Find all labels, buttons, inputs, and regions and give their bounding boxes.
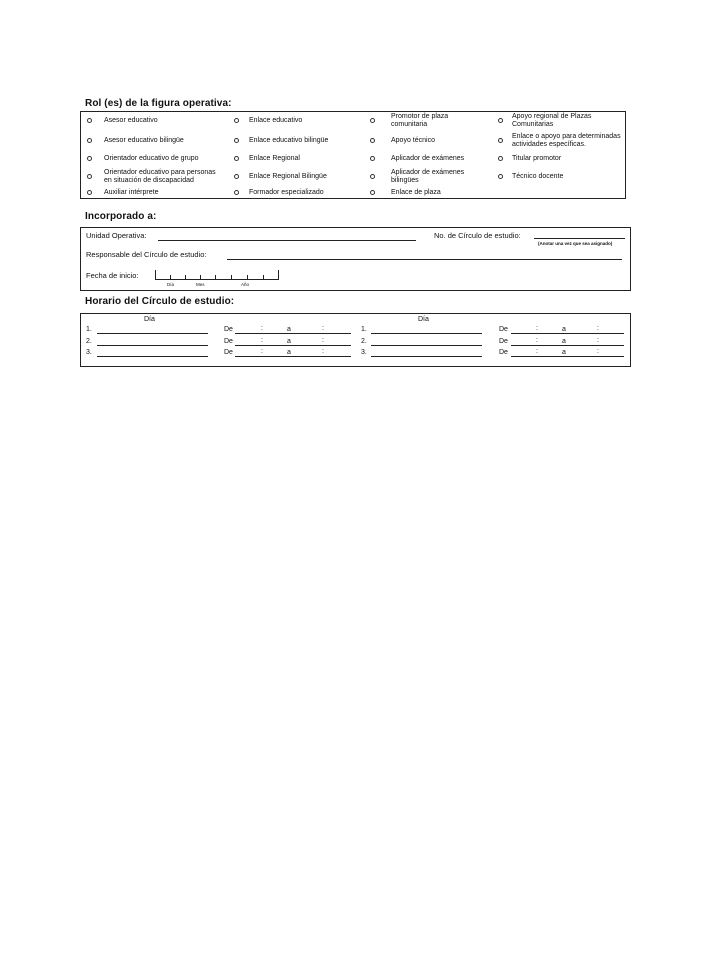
option-promotor-plaza: Promotor de plaza comunitaria <box>391 113 449 128</box>
horario-colon: : <box>261 348 263 355</box>
horario-time-field[interactable] <box>511 345 624 346</box>
horario-time-field[interactable] <box>511 333 624 334</box>
roles-title: Rol (es) de la figura operativa: <box>85 98 232 109</box>
horario-a-label: a <box>562 349 566 356</box>
horario-row-number: 3. <box>361 349 367 356</box>
option-tecnico-docente: Técnico docente <box>512 173 564 180</box>
radio-enlace-apoyo-actividades[interactable] <box>498 138 503 143</box>
option-auxiliar-interprete: Auxiliar intérprete <box>104 189 159 196</box>
horario-row-number: 3. <box>86 349 92 356</box>
horario-time-field[interactable] <box>235 356 351 357</box>
option-asesor-educativo: Asesor educativo <box>104 117 158 124</box>
radio-enlace-educativo-bilingue[interactable] <box>234 138 239 143</box>
horario-de-label: De <box>499 338 508 345</box>
horario-day-header: Día <box>144 316 155 323</box>
horario-time-field[interactable] <box>235 333 351 334</box>
horario-a-label: a <box>287 349 291 356</box>
radio-tecnico-docente[interactable] <box>498 174 503 179</box>
horario-day-field[interactable] <box>371 345 482 346</box>
option-formador-especializado: Formador especializado <box>249 189 324 196</box>
option-enlace-educativo-bilingue: Enlace educativo bilingüe <box>249 137 329 144</box>
horario-row-number: 2. <box>86 338 92 345</box>
radio-enlace-regional-bilingue[interactable] <box>234 174 239 179</box>
radio-titular-promotor[interactable] <box>498 156 503 161</box>
horario-de-label: De <box>499 326 508 333</box>
radio-promotor-plaza[interactable] <box>370 118 375 123</box>
horario-a-label: a <box>562 326 566 333</box>
horario-row-number: 1. <box>86 326 92 333</box>
responsable-field[interactable] <box>227 259 622 260</box>
horario-de-label: De <box>499 349 508 356</box>
radio-formador-especializado[interactable] <box>234 190 239 195</box>
horario-de-label: De <box>224 326 233 333</box>
radio-enlace-educativo[interactable] <box>234 118 239 123</box>
option-apoyo-regional-plazas: Apoyo regional de Plazas Comunitarias <box>512 113 592 128</box>
horario-row-number: 2. <box>361 338 367 345</box>
radio-apoyo-regional-plazas[interactable] <box>498 118 503 123</box>
option-apoyo-tecnico: Apoyo técnico <box>391 137 435 144</box>
horario-a-label: a <box>287 326 291 333</box>
radio-orientador-educativo-grupo[interactable] <box>87 156 92 161</box>
radio-enlace-plaza[interactable] <box>370 190 375 195</box>
fecha-tick <box>263 275 264 280</box>
radio-asesor-educativo-bilingue[interactable] <box>87 138 92 143</box>
option-enlace-plaza: Enlace de plaza <box>391 189 441 196</box>
option-aplicador-examenes: Aplicador de exámenes <box>391 155 465 162</box>
horario-day-field[interactable] <box>371 356 482 357</box>
horario-title: Horario del Círculo de estudio: <box>85 296 235 307</box>
option-enlace-educativo: Enlace educativo <box>249 117 303 124</box>
horario-de-label: De <box>224 349 233 356</box>
incorporado-title: Incorporado a: <box>85 211 157 222</box>
fecha-inicio-label: Fecha de inicio: <box>86 271 139 280</box>
option-orientador-educativo-grupo: Orientador educativo de grupo <box>104 155 199 162</box>
horario-colon: : <box>322 337 324 344</box>
option-aplicador-examenes-bilingues: Aplicador de exámenes bilingües <box>391 169 465 184</box>
option-enlace-regional-bilingue: Enlace Regional Bilingüe <box>249 173 327 180</box>
fecha-tick <box>185 275 186 280</box>
circulo-estudio-label: No. de Círculo de estudio: <box>434 231 521 240</box>
horario-colon: : <box>322 325 324 332</box>
fecha-tick <box>278 270 279 280</box>
fecha-anio-label: Año <box>241 282 250 287</box>
option-titular-promotor: Titular promotor <box>512 155 562 162</box>
radio-aplicador-examenes-bilingues[interactable] <box>370 174 375 179</box>
horario-time-field[interactable] <box>511 356 624 357</box>
fecha-tick <box>200 275 201 280</box>
option-asesor-educativo-bilingue: Asesor educativo bilingüe <box>104 137 184 144</box>
horario-day-header: Día <box>418 316 429 323</box>
horario-day-field[interactable] <box>371 333 482 334</box>
horario-a-label: a <box>562 338 566 345</box>
horario-box <box>80 313 631 367</box>
horario-day-field[interactable] <box>97 356 208 357</box>
horario-colon: : <box>597 325 599 332</box>
radio-aplicador-examenes[interactable] <box>370 156 375 161</box>
fecha-dia-label: Día <box>167 282 175 287</box>
fecha-tick <box>170 275 171 280</box>
radio-asesor-educativo[interactable] <box>87 118 92 123</box>
horario-colon: : <box>536 337 538 344</box>
circulo-estudio-note: (Anotar una vez que sea asignado) <box>538 241 613 246</box>
radio-apoyo-tecnico[interactable] <box>370 138 375 143</box>
unidad-operativa-label: Unidad Operativa: <box>86 231 147 240</box>
fecha-tick <box>231 275 232 280</box>
horario-colon: : <box>261 337 263 344</box>
option-enlace-regional: Enlace Regional <box>249 155 300 162</box>
fecha-tick <box>247 275 248 280</box>
horario-colon: : <box>536 325 538 332</box>
horario-de-label: De <box>224 338 233 345</box>
radio-enlace-regional[interactable] <box>234 156 239 161</box>
horario-day-field[interactable] <box>97 345 208 346</box>
horario-colon: : <box>597 337 599 344</box>
horario-time-field[interactable] <box>235 345 351 346</box>
fecha-tick <box>215 275 216 280</box>
horario-colon: : <box>322 348 324 355</box>
horario-a-label: a <box>287 338 291 345</box>
horario-day-field[interactable] <box>97 333 208 334</box>
horario-colon: : <box>536 348 538 355</box>
horario-row-number: 1. <box>361 326 367 333</box>
horario-colon: : <box>597 348 599 355</box>
unidad-operativa-field[interactable] <box>158 240 416 241</box>
radio-orientador-discapacidad[interactable] <box>87 174 92 179</box>
fecha-mes-label: Mes <box>196 282 205 287</box>
fecha-baseline <box>155 279 279 280</box>
radio-auxiliar-interprete[interactable] <box>87 190 92 195</box>
horario-colon: : <box>261 325 263 332</box>
option-orientador-discapacidad: Orientador educativo para personas en situación de discapacidad <box>104 169 216 184</box>
fecha-tick <box>155 270 156 280</box>
circulo-estudio-field[interactable] <box>534 238 625 239</box>
option-enlace-apoyo-actividades: Enlace o apoyo para determinadas actividades específicas. <box>512 133 621 148</box>
responsable-label: Responsable del Círculo de estudio: <box>86 250 207 259</box>
